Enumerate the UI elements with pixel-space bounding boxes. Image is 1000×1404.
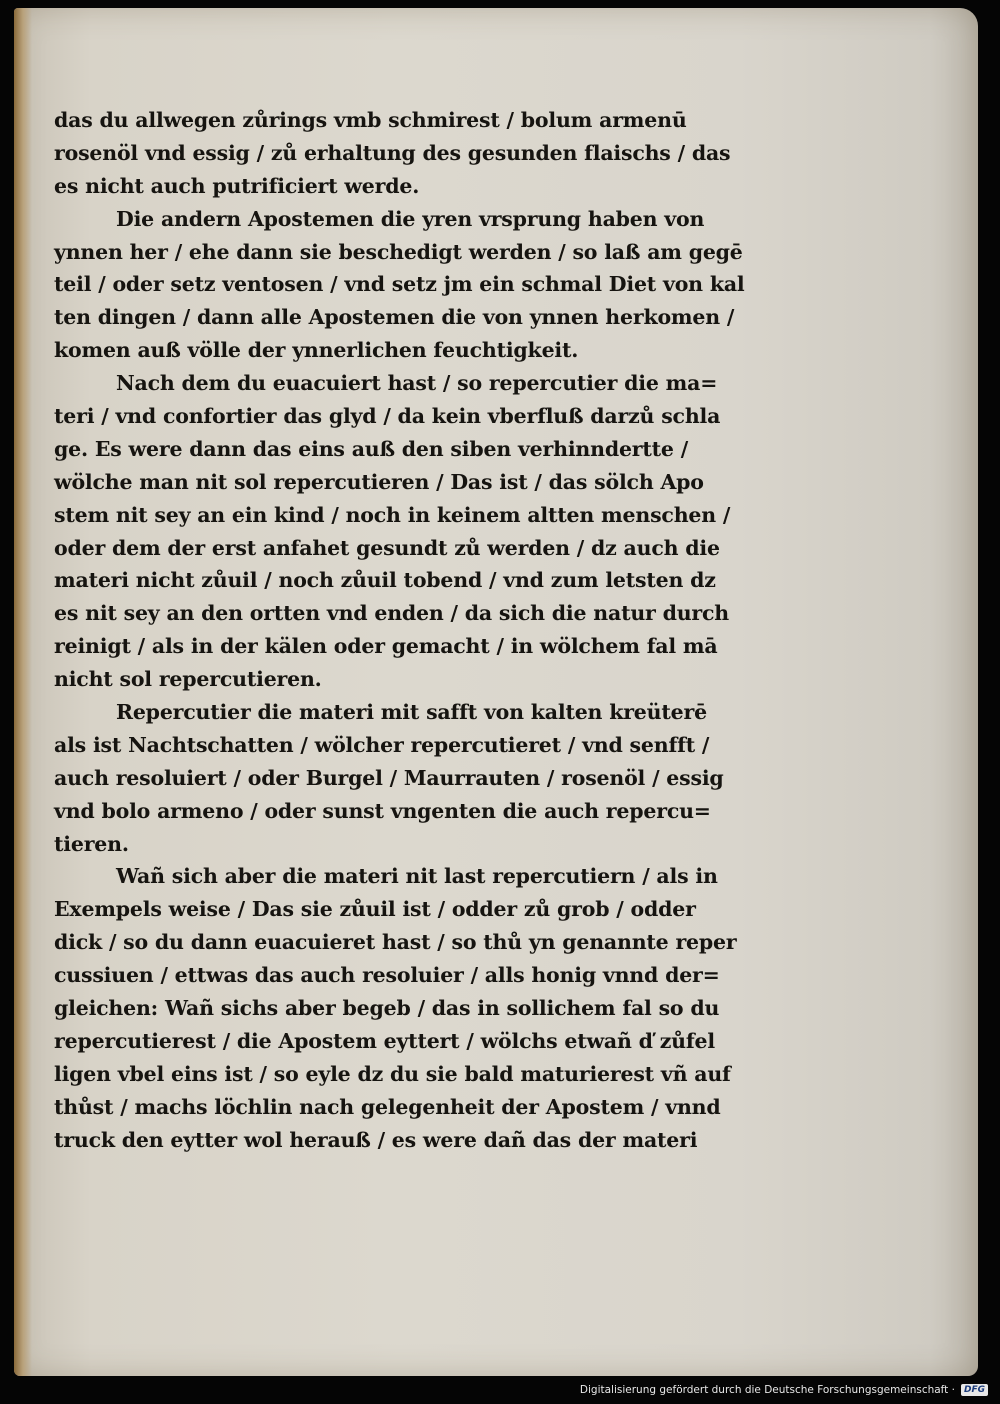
text-line: auch resoluiert / oder Burgel / Maurrauten / rosenöl / essig — [54, 765, 724, 790]
text-line: teil / oder setz ventosen / vnd setz jm ein schmal Diet von kal — [54, 272, 745, 297]
footer-credit: Digitalisierung gefördert durch die Deutsche Forschungsgemeinschaft · — [579, 1384, 955, 1396]
text-line: gleichen: Wañ sichs aber begeb / das in sollichem fal so du — [54, 996, 720, 1021]
text-line: reinigt / als in der kälen oder gemacht / in wölchem fal mā — [54, 634, 718, 659]
text-line: stem nit sey an ein kind / noch in keinem altten menschen / — [54, 502, 731, 527]
text-line: truck den eytter wol herauß / es were dañ das der materi — [54, 1127, 698, 1152]
text-line: Repercutier die materi mit safft von kalten kreüterē — [116, 700, 707, 725]
text-line: es nit sey an den ortten vnd enden / da sich die natur durch — [54, 601, 730, 626]
text-line: wölche man nit sol repercutieren / Das ist / das sölch Apo — [54, 469, 704, 494]
text-line: ynnen her / ehe dann sie beschedigt werden / so laß am gegē — [54, 239, 743, 264]
document-page — [14, 8, 978, 1376]
dfg-logo: DFG — [961, 1384, 988, 1396]
text-line: dick / so du dann euacuieret hast / so thů yn genannte reper — [54, 930, 737, 955]
text-line: Nach dem du euacuiert hast / so repercutier die ma= — [116, 371, 718, 396]
text-line: das du allwegen zůrings vmb schmirest / bolum armenū — [54, 108, 687, 132]
text-line: vnd bolo armeno / oder sunst vngenten die auch repercu= — [54, 798, 711, 823]
text-line: ligen vbel eins ist / so eyle dz du sie bald maturierest vñ auf — [54, 1061, 731, 1086]
text-line: thůst / machs löchlin nach gelegenheit der Apostem / vnnd — [54, 1094, 721, 1119]
text-line: repercutierest / die Apostem eyttert / wölchs etwañ ď zůfel — [54, 1028, 715, 1053]
text-line: Exempels weise / Das sie zůuil ist / odder zů grob / odder — [54, 897, 696, 922]
text-line: oder dem der erst anfahet gesundt zů werden / dz auch die — [54, 535, 720, 560]
text-line: ge. Es were dann das eins auß den siben verhinndertte / — [54, 436, 688, 461]
text-line: tieren. — [54, 831, 129, 856]
text-line: rosenöl vnd essig / zů erhaltung des gesunden flaischs / das — [54, 140, 731, 165]
text-line: komen auß völle der ynnerlichen feuchtigkeit. — [54, 338, 579, 363]
text-line: als ist Nachtschatten / wölcher repercutieret / vnd senfft / — [54, 732, 710, 757]
text-line: nicht sol repercutieren. — [54, 667, 322, 692]
text-block — [54, 104, 745, 1157]
text-line: Wañ sich aber die materi nit last repercutiern / als in — [116, 864, 718, 889]
text-line: teri / vnd confortier das glyd / da kein vberfluß darzů schla — [54, 404, 721, 429]
text-line: ten dingen / dann alle Apostemen die von ynnen herkomen / — [54, 305, 735, 330]
text-line: cussiuen / ettwas das auch resoluier / alls honig vnnd der= — [54, 963, 720, 988]
text-line: Die andern Apostemen die yren vrsprung haben von — [116, 206, 705, 231]
footer — [580, 1382, 988, 1398]
text-line: materi nicht zůuil / noch zůuil tobend / vnd zum letsten dz — [54, 568, 716, 593]
text-line: es nicht auch putrificiert werde. — [54, 173, 420, 198]
